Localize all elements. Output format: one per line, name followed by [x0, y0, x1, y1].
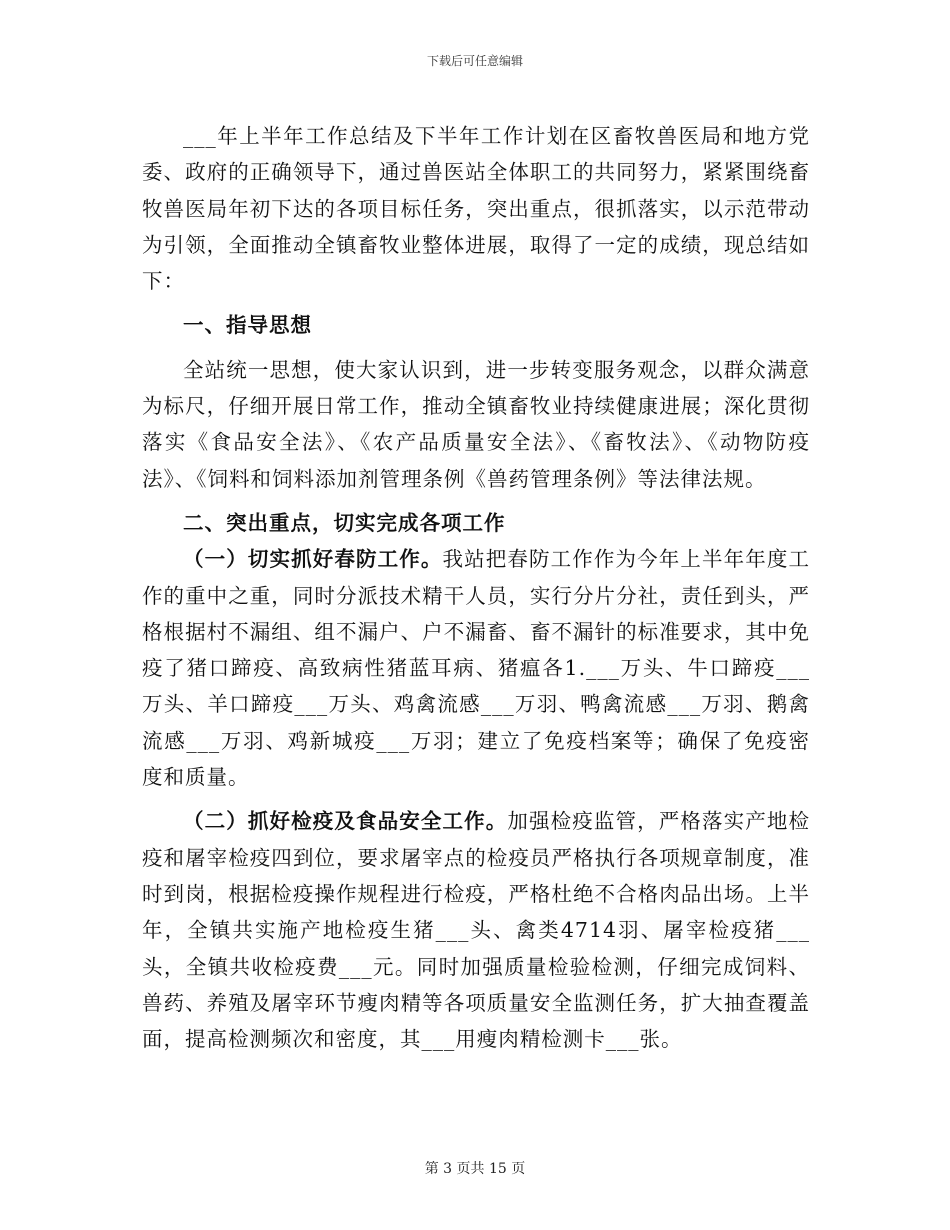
page-header: 下载后可任意编辑 [426, 54, 523, 68]
intro-paragraph: ___年上半年工作总结及下半年工作计划在区畜牧兽医局和地方党委、政府的正确领导下，通过兽医站全体职工的共同努力，紧紧围绕畜牧兽医局年初下达的各项目标任务，突出重点，很抓落实，以示范带动为引领，全面推动全镇畜牧业整体进展，取得了一定的成绩，现总结如下： [142, 124, 810, 294]
spring-prevention-title: （一）切实抓好春防工作。 [183, 547, 443, 572]
guiding-thought-paragraph: 全站统一思想，使大家认识到，进一步转变服务观念，以群众满意为标尺，仔细开展日常工作，推动全镇畜牧业持续健康进展；深化贯彻落实《食品安全法》、《农产品质量安全法》、《畜牧法》、《动物防疫法》、《饲料和饲料添加剂管理条例《兽药管理条例》等法律法规。 [142, 357, 810, 491]
section-heading-guiding-thought: 一、指导思想 [183, 313, 312, 338]
quarantine-body: 加强检疫监管，严格落实产地检疫和屠宰检疫四到位，要求屠宰点的检疫员严格执行各项规章制度，准时到岗，根据检疫操作规程进行检疫，严格杜绝不合格肉品出场。上半年，全镇共实施产地检疫生猪___头、禽类4714羽、屠宰检疫猪___头，全镇共收检疫费___元。同时加强质量检验检测，仔细完成饲料、兽药、养殖及屠宰环节瘦肉精等各项质量安全监测任务，扩大抽查覆盖面，提高检测频次和密度，其___用瘦肉精检测卡___张。 [142, 809, 810, 1052]
document-body [142, 118, 810, 1057]
page-footer: 第 3 页共 15 页 [424, 1161, 526, 1177]
quarantine-title: （二）抓好检疫及食品安全工作。 [183, 809, 508, 834]
section-heading-key-work: 二、突出重点，切实完成各项工作 [183, 510, 506, 535]
quarantine-paragraph [142, 803, 810, 1057]
spring-prevention-paragraph [142, 541, 810, 795]
spring-prevention-body: 我站把春防工作作为今年上半年年度工作的重中之重，同时分派技术精干人员，实行分片分社，责任到头，严格根据村不漏组、组不漏户、户不漏畜、畜不漏针的标准要求，其中免疫了猪口蹄疫、高致病性猪蓝耳病、猪瘟各1.___万头、牛口蹄疫___万头、羊口蹄疫___万头、鸡禽流感___万羽、鸭禽流感___万羽、鹅禽流感___万羽、鸡新城疫___万羽；建立了免疫档案等；确保了免疫密度和质量。 [142, 547, 810, 790]
